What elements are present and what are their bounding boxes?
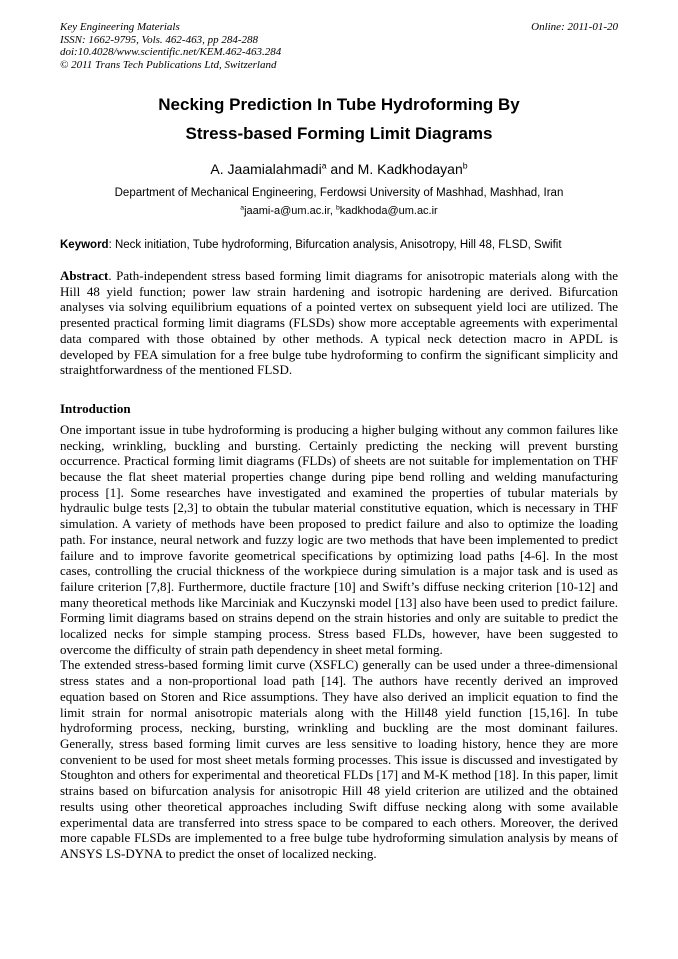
introduction-section	[60, 422, 618, 862]
online-date: Online: 2011-01-20	[531, 21, 618, 33]
authors-line	[60, 161, 618, 178]
author-1-affiliation-mark: a	[321, 160, 327, 171]
section-heading-introduction: Introduction	[60, 400, 131, 416]
page-title	[60, 90, 618, 148]
author-1-name: A. Jaamialahmadi	[210, 161, 322, 177]
keywords-label: Keyword	[60, 239, 109, 251]
introduction-paragraph-2: The extended stress-based forming limit curve (XSFLC) generally can be used under a three-dimensional stress states and a non-proportional load path [14]. The authors have recently derived an improved equation based on Storen and Rice assumptions. They have also derived an implicit equation to find the limit strain for normal anisotropic materials along with the Hill48 yield function [15,16]. In tube hydroforming process, necking, bursting, wrinkling and buckling are the most dominant failures. Generally, stress based forming limit curves are less sensitive to loading history, hence they are more convenient to be used for most sheet metals forming processes. This issue is discussed and investigated by Stoughton and others for experimental and theoretical FLDs [17] and M-K method [18]. In this paper, limit strains based on bifurcation analysis for anisotropic Hill 48 yield criterion are utilized and the obtained results using other theoretical approaches including Swift diffuse necking along with some available experimental data are transferred into stress space to be compared to each others. Moreover, the derived more capable FLSDs are implemented to a free bulge tube hydroforming simulation analysis by means of ANSYS LS-DYNA to predict the onset of localized necking.	[60, 657, 618, 861]
journal-header-left	[60, 21, 281, 71]
page-title-line-1: Necking Prediction In Tube Hydroforming By	[158, 95, 520, 114]
email-1-mark: a	[240, 204, 245, 212]
issn-line: ISSN: 1662-9795, Vols. 462-463, pp 284-288	[60, 33, 258, 46]
abstract-text: . Path-independent stress based forming limit diagrams for anisotropic materials along with the Hill 48 yield function; power law strain hardening and isotropic hardening are derived. Bifurcation analyses via solving equilibrium equations of a pointed vertex on subsequent yield loci are utilized. The presented practical forming limit diagrams (FLSDs) show more acceptable agreements with experimental data compared with those obtained by other methods. A typical neck detection macro in APDL is developed by FEA simulation for a free bulge tube hydroforming to confirm the significant simplicity and straightforwardness of the mentioned FLSD.	[60, 268, 618, 378]
journal-header	[60, 21, 618, 71]
abstract-label: Abstract	[60, 268, 109, 283]
page-title-line-2: Stress-based Forming Limit Diagrams	[185, 124, 493, 143]
abstract-paragraph	[60, 268, 618, 378]
doi-line: doi:10.4028/www.scientific.net/KEM.462-463.284	[60, 46, 282, 58]
journal-header-right	[531, 21, 618, 34]
emails-line	[60, 205, 618, 218]
email-1: jaami-a@um.ac.ir	[244, 205, 330, 217]
keywords-text: : Neck initiation, Tube hydroforming, Bifurcation analysis, Anisotropy, Hill 48, FLSD, Swifit	[108, 239, 562, 251]
email-2-mark: b	[335, 204, 340, 212]
email-2: kadkhoda@um.ac.ir	[339, 205, 438, 217]
author-2-name: M. Kadkhodayan	[357, 161, 463, 177]
author-2-affiliation-mark: b	[462, 160, 468, 171]
authors-joiner: and	[326, 161, 358, 177]
copyright-line: © 2011 Trans Tech Publications Ltd, Switzerland	[60, 58, 277, 71]
emails-separator: ,	[329, 205, 336, 217]
journal-name: Key Engineering Materials	[60, 21, 180, 33]
affiliation-line: Department of Mechanical Engineering, Ferdowsi University of Mashhad, Mashhad, Iran	[114, 187, 564, 199]
introduction-paragraph-1: One important issue in tube hydroforming is producing a higher bulging without any common failures like necking, wrinkling, buckling and bursting. Certainly predicting the necking will prevent bursting occurrence. Practical forming limit diagrams (FLDs) of sheets are not suitable for implementation on THF because the flat sheet material properties change during pipe bend rolling and welding manufacturing process [1]. Some researches have investigated and examined the properties of tubular materials by hydraulic bulge tests [2,3] to obtain the tubular material constitutive equation, which is necessary in THF simulation. A variety of methods have been proposed to predict failure and also to optimize the loading path. For instance, neural network and fuzzy logic are two methods that have been implemented to predict failure and to improve favorite geometrical specifications by optimizing load paths [4-6]. In the most cases, controlling the crucial thickness of the workpiece during simulation is a major task and is used as failure criterion [7,8]. Furthermore, ductile fracture [10] and Swift’s diffuse necking criterion [10-12] and many theoretical methods like Marciniak and Kuczynski model [13] also have been used to predict failure. Forming limit diagrams based on strains depend on the strain histories and only are suitable to predict the localized necks for simple stamping process. Stress based FLDs, however, have been suggested to overcome the difficulty of strain path dependency in sheet metal forming.	[60, 421, 618, 657]
keywords-line	[60, 238, 618, 252]
